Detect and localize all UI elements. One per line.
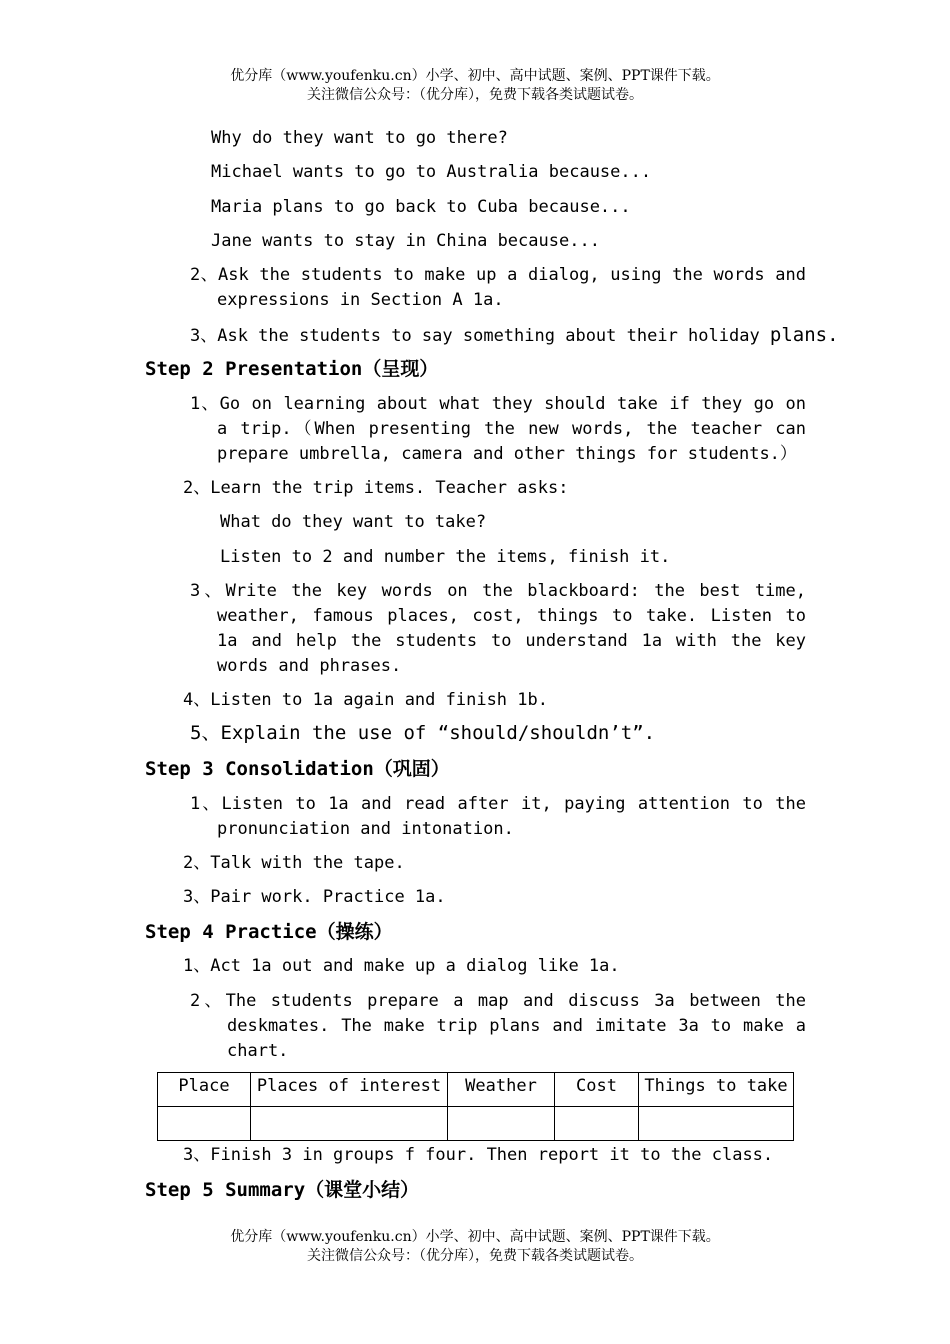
column-header-places-of-interest: Places of interest	[251, 1073, 448, 1107]
sentence-jane: Jane wants to stay in China because...	[211, 231, 600, 251]
header-line-2: 关注微信公众号：（优分库），免费下载各类试题试卷。	[307, 87, 643, 103]
list-item: 1、Act 1a out and make up a dialog like 1a.	[183, 956, 620, 976]
step-5-heading: Step 5 Summary（课堂小结）	[145, 1179, 420, 1201]
table-header-row	[158, 1073, 794, 1107]
header-line-1: 优分库（www.youfenku.cn）小学、初中、高中试题、案例、PPT课件下载。	[230, 68, 720, 84]
list-item: 2、Ask the students to make up a dialog, using the words and expressions in Section A 1a.	[190, 265, 806, 310]
list-item: 3、Write the key words on the blackboard: the best time, weather, famous places, cost, things to take. Listen to 1a and help the students to understand 1a with the key words and phrases.	[190, 581, 806, 676]
step-3-heading: Step 3 Consolidation（巩固）	[145, 758, 450, 780]
column-header-place: Place	[158, 1073, 251, 1107]
table-cell	[555, 1107, 639, 1141]
table-cell	[158, 1107, 251, 1141]
question-line: Why do they want to go there?	[211, 128, 508, 148]
list-item: 3、Finish 3 in groups f four. Then report it to the class.	[183, 1145, 774, 1165]
column-header-things-to-take: Things to take	[639, 1073, 794, 1107]
question-line: What do they want to take?	[220, 512, 487, 532]
list-item: 2、Learn the trip items. Teacher asks:	[183, 478, 569, 498]
table-cell	[448, 1107, 555, 1141]
list-item: 3、Pair work. Practice 1a.	[183, 887, 446, 907]
list-item: 2、Talk with the tape.	[183, 853, 405, 873]
footer-line-1: 优分库（www.youfenku.cn）小学、初中、高中试题、案例、PPT课件下载。	[230, 1229, 720, 1245]
step-2-heading: Step 2 Presentation（呈现）	[145, 358, 439, 380]
list-item-end: plans.	[769, 324, 839, 346]
column-header-weather: Weather	[448, 1073, 555, 1107]
list-item: 1、Go on learning about what they should take if they go on a trip.（When presenting the new words, the teacher can prepare umbrella, camera and other things for students.）	[190, 394, 806, 464]
step-4-heading: Step 4 Practice（操练）	[145, 921, 393, 943]
list-item: 4、Listen to 1a again and finish 1b.	[183, 690, 548, 710]
table-cell	[639, 1107, 794, 1141]
sentence-maria: Maria plans to go back to Cuba because...	[211, 197, 631, 217]
footer-line-2: 关注微信公众号：（优分库），免费下载各类试题试卷。	[307, 1248, 643, 1264]
list-item: 5、Explain the use of “should/shouldn’t”.	[190, 722, 656, 744]
table-cell	[251, 1107, 448, 1141]
list-item: 1、Listen to 1a and read after it, paying attention to the pronunciation and intonation.	[190, 794, 806, 839]
list-item	[190, 324, 839, 347]
instruction-line: Listen to 2 and number the items, finish it.	[220, 547, 671, 567]
sentence-michael: Michael wants to go to Australia because...	[211, 162, 652, 182]
table-row	[158, 1107, 794, 1141]
list-item: 2、The students prepare a map and discuss 3a between the deskmates. The make trip plans and imitate 3a to make a chart.	[190, 991, 806, 1061]
list-item-text: 3、Ask the students to say something about their holiday	[190, 326, 770, 346]
trip-plan-table	[157, 1072, 794, 1141]
column-header-cost: Cost	[555, 1073, 639, 1107]
